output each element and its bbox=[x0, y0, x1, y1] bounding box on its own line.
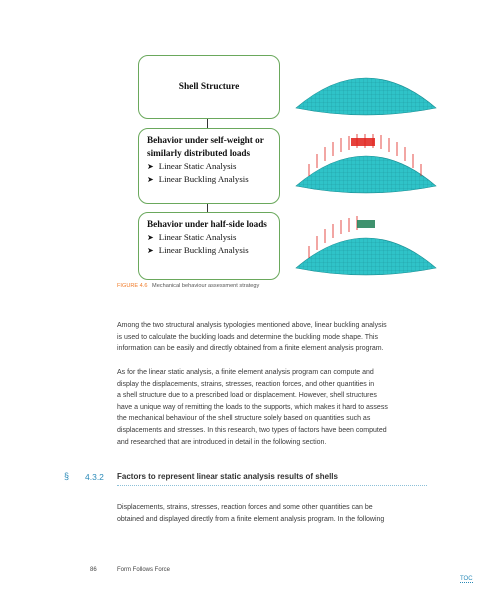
text-line: the mechanical behaviour of the shell structure solely based on quantities such as bbox=[117, 415, 371, 423]
section-symbol: § bbox=[64, 471, 70, 481]
title-line-2: similarly distributed loads bbox=[147, 148, 251, 158]
paragraph bbox=[117, 367, 427, 448]
book-title: Form Follows Force bbox=[117, 567, 171, 573]
shell-dome-half-load-image bbox=[291, 214, 441, 278]
list-item: ➤ Linear Buckling Analysis bbox=[147, 174, 249, 184]
list-item: ➤ Linear Static Analysis bbox=[147, 161, 237, 171]
figure-caption-text: Mechanical behaviour assessment strategy bbox=[152, 283, 260, 289]
box-self-weight-title bbox=[139, 129, 279, 160]
text-line: As for the linear static analysis, a finite element analysis program can compute and bbox=[117, 369, 374, 376]
list-item: ➤ Linear Static Analysis bbox=[147, 232, 237, 242]
arrow-bullet-icon: ➤ bbox=[147, 246, 154, 255]
box-shell-structure bbox=[138, 55, 280, 119]
page-number: 86 bbox=[90, 567, 97, 573]
section-title: Factors to represent linear static analysis results of shells bbox=[117, 472, 338, 481]
text-line: Among the two structural analysis typologies mentioned above, linear buckling analysis bbox=[117, 322, 387, 329]
text-line: information can be easily and directly obtained from a finite element analysis program. bbox=[117, 345, 384, 353]
title-line-1: Behavior under self-weight or bbox=[147, 135, 264, 145]
shell-dome-image bbox=[291, 54, 441, 118]
list-item: ➤ Linear Buckling Analysis bbox=[147, 245, 249, 255]
arrow-bullet-icon: ➤ bbox=[147, 175, 154, 184]
text-line: display the displacements, strains, stresses, reaction forces, and other quantities in bbox=[117, 380, 375, 388]
text-line: a shell structure due to a prescribed load or displacement. However, shell structures bbox=[117, 392, 377, 400]
arrow-bullet-icon: ➤ bbox=[147, 162, 154, 171]
box-half-side bbox=[138, 212, 280, 280]
text-line: is used to calculate the buckling loads and determine the buckling mode shape. This bbox=[117, 333, 378, 341]
text-line: Displacements, strains, stresses, reaction forces and some other quantities can be bbox=[117, 504, 373, 511]
section-divider bbox=[117, 485, 427, 486]
figure-caption bbox=[117, 283, 259, 289]
text-line: displacements and stresses. In this research, two types of factors have been computed bbox=[117, 426, 387, 434]
box-self-weight bbox=[138, 128, 280, 204]
toc-link[interactable]: TOC bbox=[460, 576, 473, 582]
text-line: have a unique way of remitting the loads to the supports, which makes it hard to assess bbox=[117, 403, 388, 411]
paragraph bbox=[117, 502, 427, 525]
box-shell-structure-title: Shell Structure bbox=[178, 82, 240, 92]
text-line: obtained and displayed directly from a finite element analysis program. In the following bbox=[117, 515, 385, 523]
figure-label: FIGURE 4.6 bbox=[117, 283, 148, 289]
shell-dome-uniform-load-image bbox=[291, 132, 441, 196]
section-number: 4.3.2 bbox=[85, 472, 104, 482]
arrow-bullet-icon: ➤ bbox=[147, 233, 154, 242]
text-line: and researched that are introduced in detail in the following section. bbox=[117, 438, 327, 446]
box-half-side-title: Behavior under half-side loads bbox=[147, 219, 267, 229]
paragraph bbox=[117, 320, 427, 355]
flowchart-figure bbox=[138, 50, 438, 280]
